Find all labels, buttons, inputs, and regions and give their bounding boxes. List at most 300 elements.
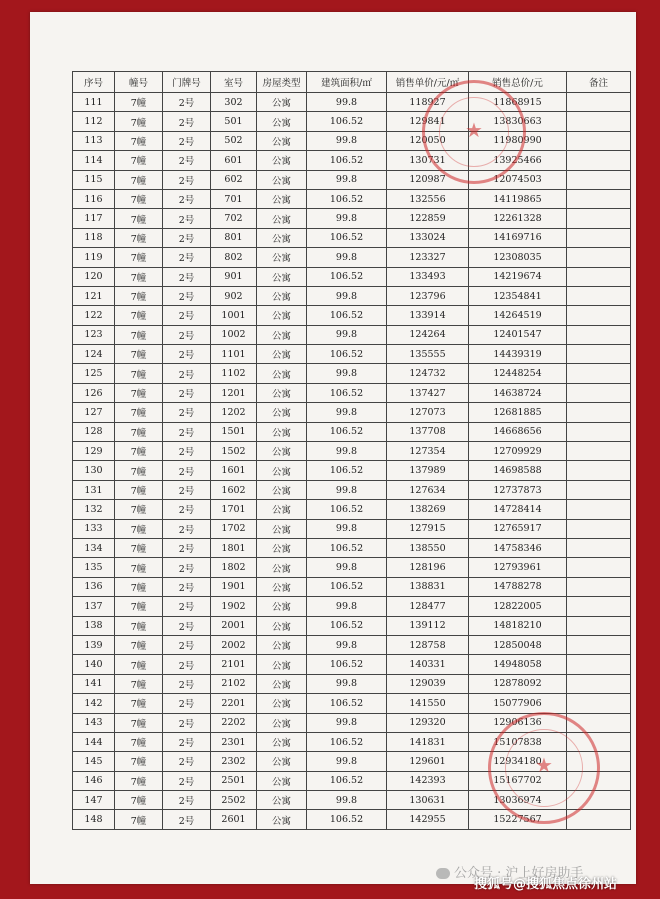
cell-remark xyxy=(567,810,631,829)
cell-building: 7幢 xyxy=(115,209,163,228)
cell-remark xyxy=(567,558,631,577)
cell-index: 126 xyxy=(73,383,115,402)
table-row xyxy=(73,112,631,131)
table-row xyxy=(73,791,631,810)
cell-area: 106.52 xyxy=(307,228,387,247)
cell-building: 7幢 xyxy=(115,325,163,344)
cell-remark xyxy=(567,732,631,751)
cell-door: 2号 xyxy=(163,131,211,150)
cell-room: 1702 xyxy=(211,519,257,538)
cell-building: 7幢 xyxy=(115,267,163,286)
cell-index: 119 xyxy=(73,248,115,267)
cell-unit-price: 124732 xyxy=(387,364,469,383)
cell-room: 2202 xyxy=(211,713,257,732)
cell-building: 7幢 xyxy=(115,732,163,751)
cell-unit-price: 120987 xyxy=(387,170,469,189)
cell-unit-price: 133493 xyxy=(387,267,469,286)
cell-room: 2102 xyxy=(211,674,257,693)
cell-building: 7幢 xyxy=(115,422,163,441)
cell-room: 2101 xyxy=(211,655,257,674)
cell-unit-price: 128758 xyxy=(387,635,469,654)
cell-remark xyxy=(567,597,631,616)
cell-remark xyxy=(567,752,631,771)
cell-type: 公寓 xyxy=(257,480,307,499)
cell-total-price: 14948058 xyxy=(469,655,567,674)
table-row xyxy=(73,655,631,674)
table-row xyxy=(73,752,631,771)
col-header-building: 幢号 xyxy=(115,72,163,93)
cell-room: 2201 xyxy=(211,694,257,713)
cell-room: 2601 xyxy=(211,810,257,829)
cell-type: 公寓 xyxy=(257,655,307,674)
cell-remark xyxy=(567,267,631,286)
cell-door: 2号 xyxy=(163,345,211,364)
cell-building: 7幢 xyxy=(115,170,163,189)
cell-total-price: 14264519 xyxy=(469,306,567,325)
cell-area: 99.8 xyxy=(307,752,387,771)
cell-building: 7幢 xyxy=(115,228,163,247)
cell-door: 2号 xyxy=(163,732,211,751)
cell-index: 142 xyxy=(73,694,115,713)
cell-type: 公寓 xyxy=(257,93,307,112)
cell-unit-price: 127354 xyxy=(387,442,469,461)
cell-building: 7幢 xyxy=(115,655,163,674)
cell-index: 145 xyxy=(73,752,115,771)
table-row xyxy=(73,558,631,577)
cell-unit-price: 130731 xyxy=(387,151,469,170)
cell-index: 114 xyxy=(73,151,115,170)
cell-area: 106.52 xyxy=(307,810,387,829)
cell-type: 公寓 xyxy=(257,538,307,557)
cell-building: 7幢 xyxy=(115,112,163,131)
cell-room: 602 xyxy=(211,170,257,189)
cell-unit-price: 137989 xyxy=(387,461,469,480)
sohu-watermark: 搜狐号@搜狐焦点徐州站 xyxy=(474,877,618,892)
cell-type: 公寓 xyxy=(257,713,307,732)
cell-building: 7幢 xyxy=(115,383,163,402)
cell-area: 99.8 xyxy=(307,674,387,693)
cell-area: 99.8 xyxy=(307,403,387,422)
cell-building: 7幢 xyxy=(115,674,163,693)
cell-door: 2号 xyxy=(163,616,211,635)
cell-room: 1202 xyxy=(211,403,257,422)
cell-door: 2号 xyxy=(163,674,211,693)
cell-door: 2号 xyxy=(163,151,211,170)
cell-building: 7幢 xyxy=(115,635,163,654)
cell-total-price: 12737873 xyxy=(469,480,567,499)
table-row xyxy=(73,248,631,267)
cell-total-price: 12822005 xyxy=(469,597,567,616)
cell-index: 112 xyxy=(73,112,115,131)
table-row xyxy=(73,345,631,364)
cell-room: 1201 xyxy=(211,383,257,402)
cell-remark xyxy=(567,771,631,790)
cell-index: 118 xyxy=(73,228,115,247)
table-row xyxy=(73,519,631,538)
table-row xyxy=(73,577,631,596)
cell-area: 99.8 xyxy=(307,248,387,267)
cell-type: 公寓 xyxy=(257,170,307,189)
cell-remark xyxy=(567,403,631,422)
table-header-row xyxy=(73,72,631,93)
cell-room: 802 xyxy=(211,248,257,267)
cell-door: 2号 xyxy=(163,538,211,557)
cell-building: 7幢 xyxy=(115,461,163,480)
cell-room: 601 xyxy=(211,151,257,170)
cell-door: 2号 xyxy=(163,752,211,771)
cell-area: 106.52 xyxy=(307,694,387,713)
cell-room: 1101 xyxy=(211,345,257,364)
cell-index: 124 xyxy=(73,345,115,364)
cell-unit-price: 130631 xyxy=(387,791,469,810)
cell-remark xyxy=(567,461,631,480)
cell-door: 2号 xyxy=(163,325,211,344)
cell-unit-price: 123796 xyxy=(387,286,469,305)
cell-door: 2号 xyxy=(163,713,211,732)
cell-room: 702 xyxy=(211,209,257,228)
cell-unit-price: 139112 xyxy=(387,616,469,635)
cell-total-price: 12793961 xyxy=(469,558,567,577)
cell-area: 106.52 xyxy=(307,151,387,170)
cell-type: 公寓 xyxy=(257,752,307,771)
cell-room: 501 xyxy=(211,112,257,131)
cell-total-price: 14638724 xyxy=(469,383,567,402)
cell-index: 144 xyxy=(73,732,115,751)
cell-remark xyxy=(567,170,631,189)
cell-total-price: 12354841 xyxy=(469,286,567,305)
cell-total-price: 12934180 xyxy=(469,752,567,771)
cell-total-price: 14439319 xyxy=(469,345,567,364)
cell-area: 99.8 xyxy=(307,791,387,810)
cell-type: 公寓 xyxy=(257,306,307,325)
cell-area: 99.8 xyxy=(307,519,387,538)
cell-total-price: 13925466 xyxy=(469,151,567,170)
cell-room: 302 xyxy=(211,93,257,112)
cell-area: 99.8 xyxy=(307,325,387,344)
cell-type: 公寓 xyxy=(257,635,307,654)
cell-area: 106.52 xyxy=(307,771,387,790)
cell-room: 1902 xyxy=(211,597,257,616)
cell-room: 2301 xyxy=(211,732,257,751)
cell-index: 129 xyxy=(73,442,115,461)
cell-room: 701 xyxy=(211,189,257,208)
cell-total-price: 14119865 xyxy=(469,189,567,208)
cell-total-price: 14728414 xyxy=(469,500,567,519)
cell-door: 2号 xyxy=(163,228,211,247)
cell-unit-price: 137427 xyxy=(387,383,469,402)
document-page xyxy=(30,12,636,884)
cell-remark xyxy=(567,442,631,461)
cell-total-price: 13830663 xyxy=(469,112,567,131)
cell-index: 143 xyxy=(73,713,115,732)
cell-room: 801 xyxy=(211,228,257,247)
cell-index: 131 xyxy=(73,480,115,499)
cell-unit-price: 140331 xyxy=(387,655,469,674)
cell-building: 7幢 xyxy=(115,151,163,170)
cell-area: 99.8 xyxy=(307,713,387,732)
cell-index: 117 xyxy=(73,209,115,228)
cell-area: 106.52 xyxy=(307,538,387,557)
table-row xyxy=(73,674,631,693)
cell-room: 1701 xyxy=(211,500,257,519)
cell-type: 公寓 xyxy=(257,461,307,480)
cell-type: 公寓 xyxy=(257,771,307,790)
cell-total-price: 12448254 xyxy=(469,364,567,383)
table-row xyxy=(73,364,631,383)
cell-type: 公寓 xyxy=(257,597,307,616)
table-row xyxy=(73,170,631,189)
cell-type: 公寓 xyxy=(257,383,307,402)
col-header-unit-price: 销售单价/元/㎡ xyxy=(387,72,469,93)
cell-building: 7幢 xyxy=(115,791,163,810)
cell-area: 106.52 xyxy=(307,267,387,286)
cell-door: 2号 xyxy=(163,480,211,499)
cell-building: 7幢 xyxy=(115,597,163,616)
cell-building: 7幢 xyxy=(115,93,163,112)
cell-area: 99.8 xyxy=(307,93,387,112)
table-row xyxy=(73,228,631,247)
cell-total-price: 14668656 xyxy=(469,422,567,441)
cell-area: 106.52 xyxy=(307,345,387,364)
cell-room: 2502 xyxy=(211,791,257,810)
cell-index: 141 xyxy=(73,674,115,693)
table-row xyxy=(73,616,631,635)
cell-unit-price: 122859 xyxy=(387,209,469,228)
cell-area: 99.8 xyxy=(307,635,387,654)
cell-building: 7幢 xyxy=(115,500,163,519)
table-row xyxy=(73,538,631,557)
cell-type: 公寓 xyxy=(257,286,307,305)
cell-remark xyxy=(567,286,631,305)
col-header-index: 序号 xyxy=(73,72,115,93)
cell-door: 2号 xyxy=(163,558,211,577)
cell-index: 138 xyxy=(73,616,115,635)
cell-area: 99.8 xyxy=(307,209,387,228)
cell-door: 2号 xyxy=(163,422,211,441)
table-row xyxy=(73,500,631,519)
cell-room: 1501 xyxy=(211,422,257,441)
cell-remark xyxy=(567,189,631,208)
cell-remark xyxy=(567,422,631,441)
cell-type: 公寓 xyxy=(257,267,307,286)
cell-door: 2号 xyxy=(163,93,211,112)
cell-total-price: 15227567 xyxy=(469,810,567,829)
cell-index: 125 xyxy=(73,364,115,383)
cell-remark xyxy=(567,131,631,150)
cell-building: 7幢 xyxy=(115,442,163,461)
cell-unit-price: 132556 xyxy=(387,189,469,208)
cell-total-price: 14818210 xyxy=(469,616,567,635)
cell-type: 公寓 xyxy=(257,616,307,635)
table-row xyxy=(73,209,631,228)
cell-type: 公寓 xyxy=(257,732,307,751)
cell-door: 2号 xyxy=(163,248,211,267)
cell-building: 7幢 xyxy=(115,403,163,422)
cell-area: 99.8 xyxy=(307,480,387,499)
col-header-room: 室号 xyxy=(211,72,257,93)
cell-building: 7幢 xyxy=(115,538,163,557)
cell-door: 2号 xyxy=(163,383,211,402)
cell-remark xyxy=(567,228,631,247)
cell-total-price: 12709929 xyxy=(469,442,567,461)
cell-remark xyxy=(567,635,631,654)
cell-index: 111 xyxy=(73,93,115,112)
cell-total-price: 12765917 xyxy=(469,519,567,538)
cell-room: 1801 xyxy=(211,538,257,557)
cell-type: 公寓 xyxy=(257,791,307,810)
cell-door: 2号 xyxy=(163,694,211,713)
cell-total-price: 11868915 xyxy=(469,93,567,112)
cell-door: 2号 xyxy=(163,519,211,538)
cell-index: 139 xyxy=(73,635,115,654)
cell-unit-price: 129039 xyxy=(387,674,469,693)
col-header-remark: 备注 xyxy=(567,72,631,93)
cell-type: 公寓 xyxy=(257,442,307,461)
cell-area: 106.52 xyxy=(307,189,387,208)
cell-door: 2号 xyxy=(163,112,211,131)
cell-building: 7幢 xyxy=(115,131,163,150)
cell-total-price: 14758346 xyxy=(469,538,567,557)
cell-area: 106.52 xyxy=(307,616,387,635)
cell-remark xyxy=(567,791,631,810)
cell-building: 7幢 xyxy=(115,694,163,713)
cell-room: 1802 xyxy=(211,558,257,577)
cell-remark xyxy=(567,112,631,131)
table-row xyxy=(73,151,631,170)
cell-room: 1601 xyxy=(211,461,257,480)
cell-door: 2号 xyxy=(163,209,211,228)
cell-area: 99.8 xyxy=(307,131,387,150)
cell-index: 116 xyxy=(73,189,115,208)
cell-type: 公寓 xyxy=(257,131,307,150)
cell-building: 7幢 xyxy=(115,616,163,635)
cell-unit-price: 127073 xyxy=(387,403,469,422)
cell-index: 140 xyxy=(73,655,115,674)
table-row xyxy=(73,403,631,422)
cell-room: 1002 xyxy=(211,325,257,344)
cell-index: 122 xyxy=(73,306,115,325)
cell-total-price: 14698588 xyxy=(469,461,567,480)
cell-building: 7幢 xyxy=(115,771,163,790)
cell-remark xyxy=(567,480,631,499)
cell-remark xyxy=(567,248,631,267)
cell-room: 2002 xyxy=(211,635,257,654)
cell-building: 7幢 xyxy=(115,286,163,305)
cell-door: 2号 xyxy=(163,597,211,616)
cell-type: 公寓 xyxy=(257,694,307,713)
cell-unit-price: 129841 xyxy=(387,112,469,131)
cell-building: 7幢 xyxy=(115,810,163,829)
cell-type: 公寓 xyxy=(257,248,307,267)
cell-unit-price: 141550 xyxy=(387,694,469,713)
cell-remark xyxy=(567,519,631,538)
cell-door: 2号 xyxy=(163,267,211,286)
cell-unit-price: 118927 xyxy=(387,93,469,112)
cell-index: 128 xyxy=(73,422,115,441)
watermark-text: 公众号 · 沪上好房助手 xyxy=(454,866,584,881)
cell-index: 148 xyxy=(73,810,115,829)
cell-room: 1901 xyxy=(211,577,257,596)
cell-type: 公寓 xyxy=(257,810,307,829)
cell-index: 135 xyxy=(73,558,115,577)
cell-area: 106.52 xyxy=(307,112,387,131)
cell-area: 106.52 xyxy=(307,655,387,674)
cell-unit-price: 141831 xyxy=(387,732,469,751)
cell-total-price: 12261328 xyxy=(469,209,567,228)
table-row xyxy=(73,383,631,402)
cell-room: 502 xyxy=(211,131,257,150)
col-header-area: 建筑面积/㎡ xyxy=(307,72,387,93)
cell-type: 公寓 xyxy=(257,577,307,596)
cell-total-price: 14169716 xyxy=(469,228,567,247)
table-body xyxy=(73,93,631,830)
cell-remark xyxy=(567,694,631,713)
cell-door: 2号 xyxy=(163,403,211,422)
cell-unit-price: 127915 xyxy=(387,519,469,538)
cell-unit-price: 138269 xyxy=(387,500,469,519)
cell-building: 7幢 xyxy=(115,480,163,499)
cell-unit-price: 138831 xyxy=(387,577,469,596)
cell-door: 2号 xyxy=(163,655,211,674)
cell-unit-price: 129601 xyxy=(387,752,469,771)
table-row xyxy=(73,713,631,732)
cell-remark xyxy=(567,713,631,732)
cell-unit-price: 123327 xyxy=(387,248,469,267)
cell-door: 2号 xyxy=(163,635,211,654)
cell-total-price: 11980990 xyxy=(469,131,567,150)
table-row xyxy=(73,306,631,325)
cell-total-price: 12401547 xyxy=(469,325,567,344)
cell-unit-price: 120050 xyxy=(387,131,469,150)
cell-type: 公寓 xyxy=(257,403,307,422)
cell-remark xyxy=(567,306,631,325)
table-row xyxy=(73,325,631,344)
cell-type: 公寓 xyxy=(257,674,307,693)
cell-unit-price: 128196 xyxy=(387,558,469,577)
cell-unit-price: 133024 xyxy=(387,228,469,247)
cell-remark xyxy=(567,538,631,557)
cell-type: 公寓 xyxy=(257,364,307,383)
cell-remark xyxy=(567,655,631,674)
cell-room: 2501 xyxy=(211,771,257,790)
cell-index: 146 xyxy=(73,771,115,790)
cell-door: 2号 xyxy=(163,442,211,461)
table-row xyxy=(73,810,631,829)
table-row xyxy=(73,442,631,461)
cell-area: 106.52 xyxy=(307,500,387,519)
cell-door: 2号 xyxy=(163,306,211,325)
table-row xyxy=(73,286,631,305)
table-row xyxy=(73,422,631,441)
cell-door: 2号 xyxy=(163,577,211,596)
cell-unit-price: 127634 xyxy=(387,480,469,499)
cell-unit-price: 124264 xyxy=(387,325,469,344)
cell-building: 7幢 xyxy=(115,519,163,538)
cell-total-price: 12878092 xyxy=(469,674,567,693)
cell-total-price: 12906136 xyxy=(469,713,567,732)
cell-door: 2号 xyxy=(163,771,211,790)
cell-remark xyxy=(567,209,631,228)
cell-door: 2号 xyxy=(163,791,211,810)
cell-remark xyxy=(567,500,631,519)
cell-remark xyxy=(567,151,631,170)
red-seal-stamp: ★ xyxy=(422,80,526,184)
cell-index: 134 xyxy=(73,538,115,557)
cell-total-price: 12308035 xyxy=(469,248,567,267)
cell-room: 1001 xyxy=(211,306,257,325)
table-row xyxy=(73,267,631,286)
cell-unit-price: 135555 xyxy=(387,345,469,364)
